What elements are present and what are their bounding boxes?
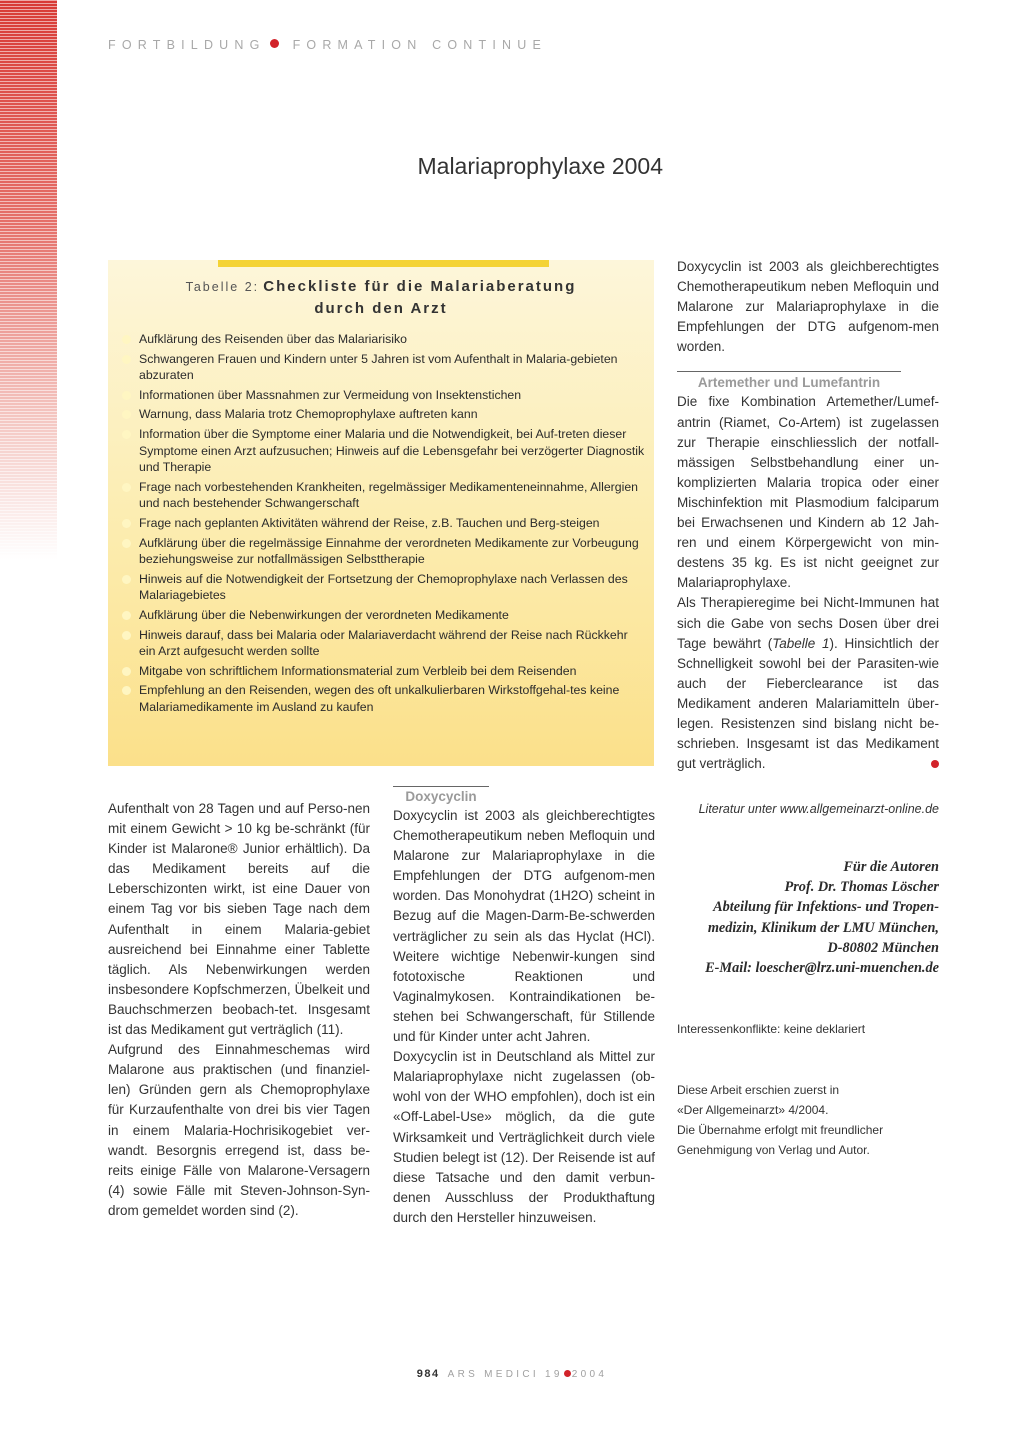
- table-label: Tabelle 2:: [185, 280, 260, 294]
- table-title: [108, 276, 654, 319]
- col1-p2: Aufgrund des Einnahmeschemas wird Malarone aus praktischen (und finanziel-len) Gründen gern als Chemoprophylaxe für Kurzaufenthalte von drei bis vier Tagen in einem Malaria-Hochrisikogebiet ver-wandt. Besorgnis erregend ist, dass be-reits einige Fälle von Malarone-Versagern (4) sowie Fälle mit Steven-Johnson-Syn-drom gemeldet worden sind (2).: [108, 1042, 370, 1218]
- doxycyclin-intro: Doxycyclin ist 2003 als gleichberechtigtes Chemotherapeutikum neben Mefloquin und Malarone zur Malariaprophylaxe in die Empfehlungen der DTG aufgenom-men worden.: [677, 259, 939, 355]
- artemether-p1: Die fixe Kombination Artemether/Lumef-antrin (Riamet, Co-Artem) ist zugelassen zur Therapie einschliesslich der notfall-mässigen Selbstbehandlung einer un-komplizierten Malaria tropica oder einer Mischinfektion mit Plasmodium falciparum bei Erwachsenen und Kindern ab 12 Jah-ren und einem Körpergewicht von min-destens 35 kg. Es ist nicht geeignet zur Malariaprophylaxe.: [677, 394, 939, 591]
- right-column-top: [677, 257, 939, 774]
- footer-dot-icon: [564, 1370, 571, 1377]
- header-left: FORTBILDUNG: [108, 38, 266, 52]
- note-line: Diese Arbeit erschien zuerst in: [677, 1083, 840, 1097]
- page-title: Malariaprophylaxe 2004: [417, 153, 663, 179]
- checklist-item: Information über die Symptome einer Malaria und die Notwendigkeit, bei Auf-treten dieser Symptome einen Arzt aufzusuchen; Hinweis auf die Lebensgefahr bei verzögerter Diagnostik und Therapie: [122, 426, 647, 476]
- column-1: [108, 799, 370, 1221]
- conflict-statement: Interessenkonflikte: keine deklariert: [677, 1022, 866, 1036]
- table-title-line2: durch den Arzt: [314, 300, 448, 317]
- section-header: [108, 38, 547, 58]
- table-1-reference[interactable]: Tabelle 1: [772, 635, 830, 651]
- section-rule: [677, 371, 901, 372]
- journal-name: ARS MEDICI 19: [447, 1369, 563, 1380]
- checklist-item: Frage nach geplanten Aktivitäten während der Reise, z.B. Tauchen und Berg-steigen: [122, 515, 647, 532]
- col2-p1: Doxycyclin ist 2003 als gleichberechtigtes Chemotherapeutikum neben Mefloquin und Malarone zur Malariaprophylaxe in die Empfehlungen der DTG aufgenom-men worden. Das Monohydrat (1H2O) scheint in Bezug auf die Magen-Darm-Be-schwerden verträglicher zu sein als das Hyclat (HCl). Weitere wichtige Nebenwir-kungen sind fototoxische Reaktionen und Vaginalmykosen. Kontraindikationen be-stehen bei Schwangerschaft, für Stillende und für Kinder unter acht Jahren.: [393, 808, 655, 1045]
- checklist-item: Warnung, dass Malaria trotz Chemoprophylaxe auftreten kann: [122, 406, 647, 423]
- table-2-box: [108, 260, 654, 766]
- checklist-item: Informationen über Massnahmen zur Vermeidung von Insektenstichen: [122, 387, 647, 404]
- author-signature: [677, 857, 939, 978]
- signature-line: Abteilung für Infektions- und Tropen-: [713, 899, 939, 916]
- checklist-item: Aufklärung des Reisenden über das Malariarisiko: [122, 331, 647, 348]
- doxycyclin-heading: Doxycyclin: [405, 789, 477, 804]
- checklist-item: Frage nach vorbestehenden Krankheiten, regelmässiger Medikamenteneinnahme, Allergien und nach bestehender Schwangerschaft: [122, 479, 647, 512]
- checklist: [122, 331, 647, 718]
- page-number: 984: [416, 1368, 440, 1380]
- checklist-item: Hinweis darauf, dass bei Malaria oder Malariaverdacht während der Reise nach Rückkehr ein Arzt aufgesucht werden sollte: [122, 627, 647, 660]
- table-title-line1: Checkliste für die Malariaberatung: [263, 278, 577, 295]
- checklist-item: Mitgabe von schriftlichem Informationsmaterial zum Verbleib bei dem Reisenden: [122, 663, 647, 680]
- section-rule: [393, 786, 489, 787]
- publication-note: [677, 1080, 939, 1160]
- journal-year: 2004: [571, 1369, 608, 1380]
- decorative-edge-stripe: [0, 0, 57, 560]
- header-right: FORMATION CONTINUE: [292, 38, 547, 52]
- artemether-p2-b: ). Hinsichtlich der Schnelligkeit sowohl bei der Parasiten-wie auch der Fieberclearance ist das Medikament anderen Malariamitteln über-legen. Resistenzen sind bislang nicht be-schrieben. Insgesamt ist das Medikament gut verträglich.: [677, 635, 940, 772]
- signature-line: Prof. Dr. Thomas Löscher: [784, 879, 939, 896]
- checklist-item: Aufklärung über die regelmässige Einnahme der verordneten Medikamente zur Vorbeugung beziehungsweise zur notfallmässigen Selbsttherapie: [122, 535, 647, 568]
- signature-line: medizin, Klinikum der LMU München,: [707, 919, 939, 936]
- note-line: Genehmigung von Verlag und Autor.: [677, 1143, 870, 1157]
- end-dot-icon: [931, 760, 939, 768]
- note-line: «Der Allgemeinarzt» 4/2004.: [677, 1103, 829, 1117]
- signature-line: Für die Autoren: [843, 859, 939, 875]
- signature-line: D-80802 München: [827, 939, 939, 956]
- signature-email[interactable]: E-Mail: loescher@lrz.uni-muenchen.de: [705, 960, 939, 977]
- artemether-p2: [677, 593, 939, 774]
- table-top-bar: [218, 260, 549, 267]
- col1-p1: Aufenthalt von 28 Tagen und auf Perso-nen mit einem Gewicht > 10 kg be-schränkt (für Kinder ist Malarone® Junior erhältlich). Da das Medikament bereits auf die Leberschizonten wirkt, ist eine Dauer von einem Tag vor bis sieben Tage nach dem Aufenthalt in einem Malaria-gebiet ausreichend bei Einnahme einer Tablette täglich. Als Nebenwirkungen werden insbesondere Kopfschmerzen, Übelkeit und Bauchschmerzen beobach-tet. Insgesamt ist das Medikament gut verträglich (11).: [108, 801, 370, 1038]
- artemether-heading: Artemether und Lumefantrin: [697, 375, 881, 391]
- column-2: [393, 786, 655, 1228]
- checklist-item: Empfehlung an den Reisenden, wegen des oft unkalkulierbaren Wirkstoffgehal-tes keine Malariamedikamente im Ausland zu kaufen: [122, 682, 647, 715]
- literature-note[interactable]: Literatur unter www.allgemeinarzt-online.de: [698, 802, 939, 816]
- artemether-p2-a: Als Therapieregime bei Nicht-Immunen hat sich die Gabe von sechs Dosen über drei Tage bewährt (: [677, 595, 939, 651]
- note-line: Die Übernahme erfolgt mit freundlicher: [677, 1123, 884, 1137]
- header-dot-icon: [270, 39, 279, 48]
- checklist-item: Hinweis auf die Notwendigkeit der Fortsetzung der Chemoprophylaxe nach Verlassen des Malariagebietes: [122, 571, 647, 604]
- col2-p2: Doxycyclin ist in Deutschland als Mittel zur Malariaprophylaxe nicht zugelassen (ob-wohl von der WHO empfohlen), doch ist ein «Off-Label-Use» möglich, da die gute Wirksamkeit und Verträglichkeit durch viele Studien belegt ist (12). Der Reisende ist auf diese Tatsache und den damit verbun-denen Ausschluss der Produkthaftung durch den Hersteller hinzuweisen.: [393, 1049, 655, 1225]
- checklist-item: Aufklärung über die Nebenwirkungen der verordneten Medikamente: [122, 607, 647, 624]
- page-footer: [0, 1368, 1024, 1380]
- checklist-item: Schwangeren Frauen und Kindern unter 5 Jahren ist vom Aufenthalt in Malaria-gebieten abzuraten: [122, 351, 647, 384]
